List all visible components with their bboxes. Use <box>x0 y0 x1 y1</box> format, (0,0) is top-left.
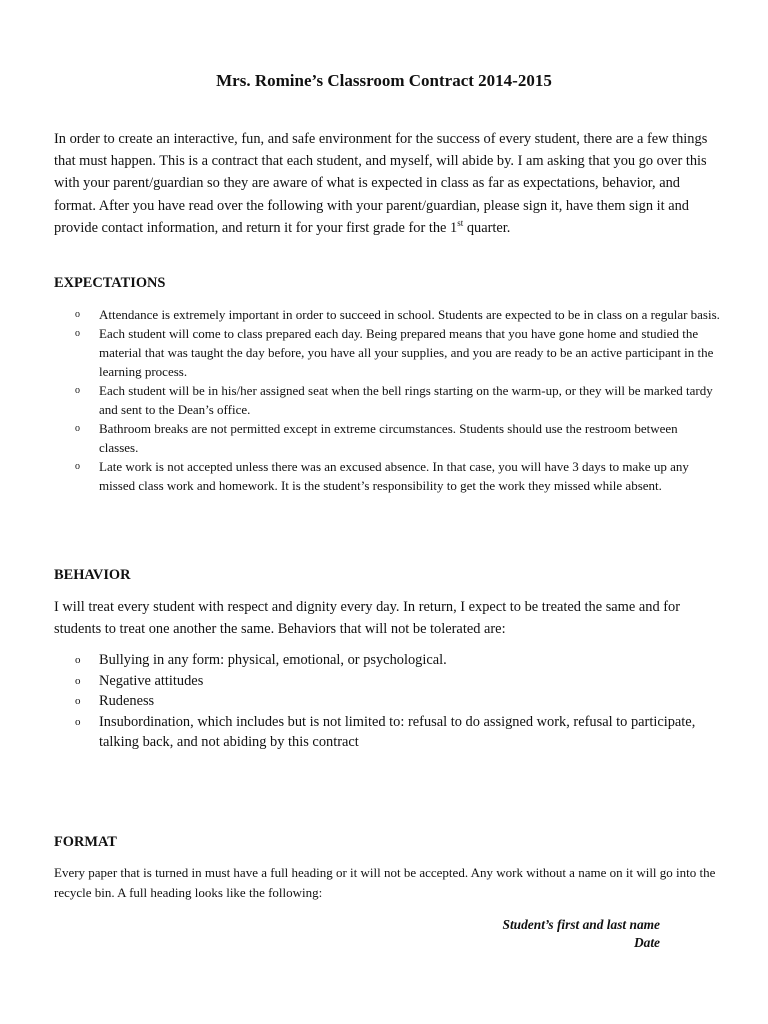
bullet-marker: o <box>75 654 81 666</box>
list-item <box>0 671 720 692</box>
expectation-text: Each student will be in his/her assigned seat when the bell rings starting on the warm-up, or they will be marked tardy and sent to the Dean’s office. <box>99 383 713 417</box>
list-item <box>0 324 720 381</box>
format-paragraph: Every paper that is turned in must have a full heading or it will not be accepted. Any work without a name on it will go into the recycle bin. A full heading looks like the following: <box>54 865 716 900</box>
list-item <box>0 419 720 457</box>
intro-tail: quarter. <box>463 219 511 236</box>
bullet-marker: o <box>75 423 80 434</box>
list-item <box>0 712 720 753</box>
expectations-list <box>0 305 720 495</box>
list-item <box>0 691 720 712</box>
heading-example-date: Date <box>633 935 660 950</box>
bullet-marker: o <box>75 328 80 339</box>
expectation-text: Late work is not accepted unless there was an excused absence. In that case, you will have 3 days to make up any missed class work and homework. It is the student’s responsibility to get the work they missed while absent. <box>99 459 689 493</box>
bullet-marker: o <box>75 674 81 687</box>
behavior-text: Insubordination, which includes but is not limited to: refusal to do assigned work, refusal to participate, talking back, and not abiding by this contract <box>99 713 696 751</box>
list-item <box>0 650 720 671</box>
format-heading: FORMAT <box>54 834 117 850</box>
behavior-paragraph: I will treat every student with respect and dignity every day. In return, I expect to be treated the same and for students to treat one another the same. Behaviors that will not be tolerated are: <box>54 599 681 638</box>
expectations-heading: EXPECTATIONS <box>54 275 166 291</box>
list-item <box>0 305 720 324</box>
intro-text: In order to create an interactive, fun, and safe environment for the success of every student, there are a few things that must happen. This is a contract that each student, and myself, will abide by. I am asking that you go over this with your parent/guardian so they are aware of what is expected in class as far as expectations, behavior, and format. After you have read over the following with your parent/guardian, please sign it, have them sign it and provide contact information, and return it for your first grade for the 1 <box>54 131 708 236</box>
bullet-marker: o <box>75 695 81 708</box>
bullet-marker: o <box>75 715 81 728</box>
heading-example-name: Student’s first and last name <box>502 917 660 932</box>
behavior-text: Negative attitudes <box>99 672 204 689</box>
intro-paragraph <box>54 128 724 239</box>
behavior-text: Rudeness <box>99 693 155 710</box>
document-title: Mrs. Romine’s Classroom Contract 2014-2015 <box>216 71 552 90</box>
expectation-text: Each student will come to class prepared each day. Being prepared means that you have gone home and studied the material that was taught the day before, you have all your supplies, and you are ready to be an active participant in the learning process. <box>99 326 714 379</box>
expectation-text: Attendance is extremely important in order to succeed in school. Students are expected to be in class on a regular basis. <box>99 307 720 322</box>
list-item <box>0 457 720 495</box>
bullet-marker: o <box>75 309 80 320</box>
behavior-heading: BEHAVIOR <box>54 567 131 583</box>
behavior-text: Bullying in any form: physical, emotional, or psychological. <box>99 652 447 668</box>
bullet-marker: o <box>75 385 80 396</box>
bullet-marker: o <box>75 461 80 472</box>
intro-superscript: st <box>457 218 464 229</box>
expectation-text: Bathroom breaks are not permitted except in extreme circumstances. Students should use the restroom between classes. <box>99 421 678 455</box>
list-item <box>0 381 720 419</box>
behavior-list <box>0 650 720 753</box>
